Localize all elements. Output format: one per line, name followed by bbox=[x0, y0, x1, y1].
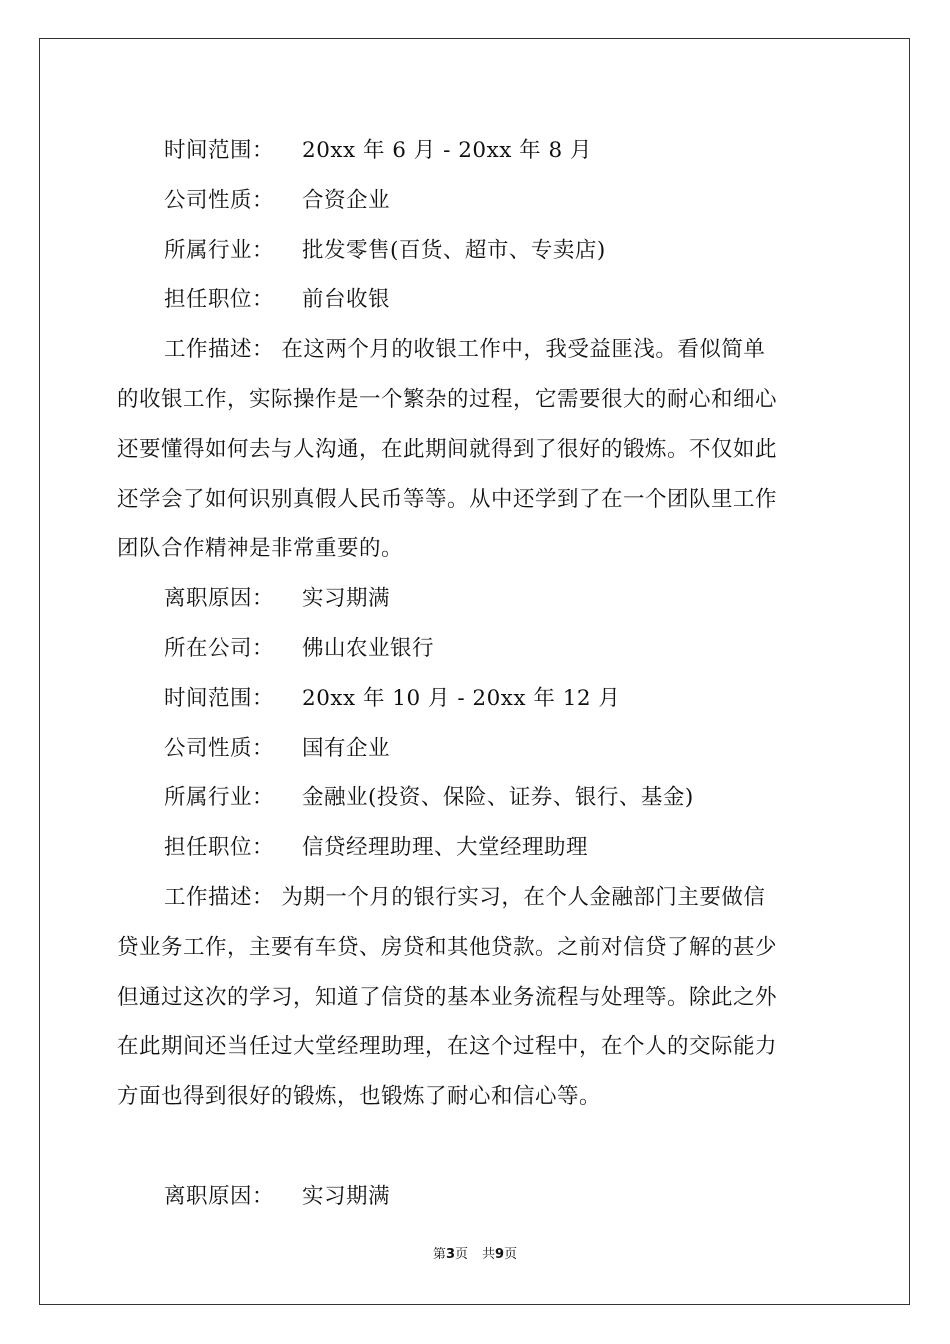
footer-total-prefix: 共 bbox=[482, 1247, 496, 1262]
job-description-1-line-2: 的收银工作，实际操作是一个繁杂的过程，它需要很大的耐心和细心 bbox=[117, 386, 778, 412]
field-time-range-2 bbox=[117, 674, 837, 724]
job-description-2-line-4: 在此期间还当任过大堂经理助理，在这个过程中，在个人的交际能力 bbox=[117, 1034, 778, 1060]
field-value: 金融业(投资、保险、证券、银行、基金) bbox=[302, 785, 694, 811]
field-value: 20xx 年 6 月 - 20xx 年 8 月 bbox=[302, 138, 593, 163]
document-body bbox=[117, 126, 837, 1222]
footer-page-suffix: 页 bbox=[454, 1247, 468, 1262]
field-value: 国有企业 bbox=[302, 735, 391, 761]
job-description-1-line-1: 工作描述： 在这两个月的收银工作中，我受益匪浅。看似简单 bbox=[164, 337, 766, 363]
field-company-type-1 bbox=[117, 176, 837, 226]
field-leave-reason-1 bbox=[117, 574, 837, 624]
field-time-range-1 bbox=[117, 126, 837, 176]
field-leave-reason-2 bbox=[117, 1172, 837, 1222]
field-label: 离职原因： bbox=[164, 1183, 275, 1209]
field-value: 前台收银 bbox=[302, 287, 391, 313]
footer-page-total: 9 bbox=[495, 1247, 505, 1262]
field-value: 信贷经理助理、大堂经理助理 bbox=[302, 835, 589, 861]
job-description-1-line-3: 还要懂得如何去与人沟通，在此期间就得到了很好的锻炼。不仅如此 bbox=[117, 436, 778, 462]
page-footer bbox=[0, 1246, 950, 1264]
field-value: 批发零售(百货、超市、专卖店) bbox=[302, 237, 606, 263]
field-label: 离职原因： bbox=[164, 586, 275, 612]
field-label: 公司性质： bbox=[164, 187, 275, 213]
field-company-2 bbox=[117, 624, 837, 674]
field-value: 佛山农业银行 bbox=[302, 635, 435, 661]
field-label: 公司性质： bbox=[164, 735, 275, 761]
job-description-2-line-2: 贷业务工作，主要有车贷、房贷和其他贷款。之前对信贷了解的甚少 bbox=[117, 934, 778, 960]
field-label: 所在公司： bbox=[164, 635, 275, 661]
field-value: 实习期满 bbox=[302, 1183, 391, 1209]
field-company-type-2 bbox=[117, 724, 837, 774]
footer-total-suffix: 页 bbox=[504, 1247, 518, 1262]
footer-page-current: 3 bbox=[445, 1247, 455, 1262]
field-position-2 bbox=[117, 823, 837, 873]
field-label: 担任职位： bbox=[164, 835, 275, 861]
field-label: 时间范围： bbox=[164, 138, 275, 163]
field-label: 所属行业： bbox=[164, 237, 275, 263]
job-description-2-line-1: 工作描述： 为期一个月的银行实习，在个人金融部门主要做信 bbox=[164, 884, 766, 910]
field-label: 担任职位： bbox=[164, 287, 275, 313]
blank-line bbox=[117, 1122, 837, 1172]
field-label: 时间范围： bbox=[164, 685, 275, 711]
field-position-1 bbox=[117, 275, 837, 325]
field-value: 合资企业 bbox=[302, 187, 391, 213]
field-industry-1 bbox=[117, 226, 837, 276]
field-value: 20xx 年 10 月 - 20xx 年 12 月 bbox=[302, 685, 621, 711]
footer-page-prefix: 第 bbox=[432, 1247, 446, 1262]
field-label: 所属行业： bbox=[164, 785, 275, 811]
field-value: 实习期满 bbox=[302, 586, 391, 612]
job-description-2-line-5: 方面也得到很好的锻炼，也锻炼了耐心和信心等。 bbox=[117, 1084, 602, 1110]
job-description-1-line-4: 还学会了如何识别真假人民币等等。从中还学到了在一个团队里工作 bbox=[117, 486, 778, 512]
job-description-2-line-3: 但通过这次的学习，知道了信贷的基本业务流程与处理等。除此之外 bbox=[117, 984, 778, 1010]
field-industry-2 bbox=[117, 773, 837, 823]
job-description-1-line-5: 团队合作精神是非常重要的。 bbox=[117, 536, 404, 562]
